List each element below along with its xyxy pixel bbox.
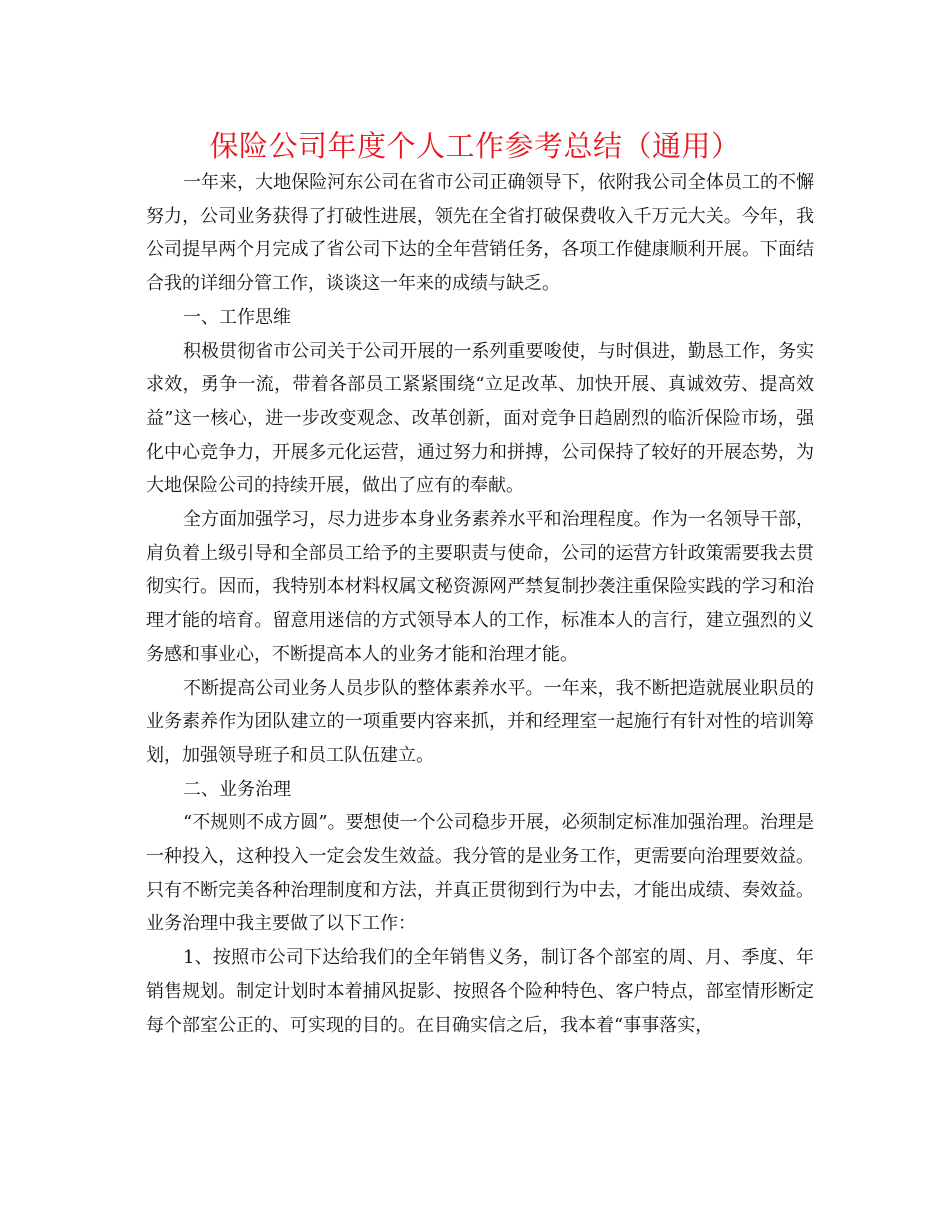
paragraph-team-quality: 不断提高公司业务人员步队的整体素养水平。一年来，我不断把造就展业职员的业务素养作为团队建立的一项重要内容来抓，并和经理室一起施行有针对性的培训筹划，加强领导班子和员工队伍建立。 bbox=[146, 677, 814, 766]
paragraph-management-rules: “不规则不成方圆”。要想使一个公司稳步开展，必须制定标准加强治理。治理是一种投入，这种投入一定会发生效益。我分管的是业务工作，更需要向治理要效益。只有不断完美各种治理制度和方法，并真正贯彻到行为中去，才能出成绩、奏效益。业务治理中我主要做了以下工作： bbox=[146, 812, 814, 935]
section-heading-work-thinking: 一、工作思维 bbox=[183, 306, 291, 328]
document-title: 保险公司年度个人工作参考总结（通用） bbox=[209, 129, 741, 163]
paragraph-work-thinking: 积极贯彻省市公司关于公司开展的一系列重要唆使，与时俱进，勤恳工作，务实求效，勇争一流，带着各部员工紧紧围绕“立足改革、加快开展、真诚效劳、提高效益”这一核心，进一步改变观念、改革创新，面对竞争日趋剧烈的临沂保险市场，强化中心竞争力，开展多元化运营，通过努力和拼搏，公司保持了较好的开展态势，为大地保险公司的持续开展，做出了应有的奉献。 bbox=[146, 340, 814, 497]
paragraph-intro: 一年来，大地保险河东公司在省市公司正确领导下，依附我公司全体员工的不懈努力，公司业务获得了打破性进展，领先在全省打破保费收入千万元大关。今年，我公司提早两个月完成了省公司下达的全年营销任务，各项工作健康顺利开展。下面结合我的详细分管工作，谈谈这一年来的成绩与缺乏。 bbox=[146, 172, 814, 295]
document-body bbox=[146, 166, 814, 1042]
paragraph-sales-plan: 1、按照市公司下达给我们的全年销售义务，制订各个部室的周、月、季度、年销售规划。制定计划时本着捕风捉影、按照各个险种特色、客户特点，部室情形断定每个部室公正的、可实现的目的。在目确实信之后，我本着“事事落实， bbox=[146, 947, 814, 1036]
section-heading-business-management: 二、业务治理 bbox=[183, 778, 291, 800]
paragraph-learning: 全方面加强学习，尽力进步本身业务素养水平和治理程度。作为一名领导干部，肩负着上级引导和全部员工给予的主要职责与使命，公司的运营方针政策需要我去贯彻实行。因而，我特别本材料权属文秘资源网严禁复制抄袭注重保险实践的学习和治理才能的培育。留意用迷信的方式领导本人的工作，标准本人的言行，建立强烈的义务感和事业心，不断提高本人的业务才能和治理才能。 bbox=[146, 509, 814, 665]
